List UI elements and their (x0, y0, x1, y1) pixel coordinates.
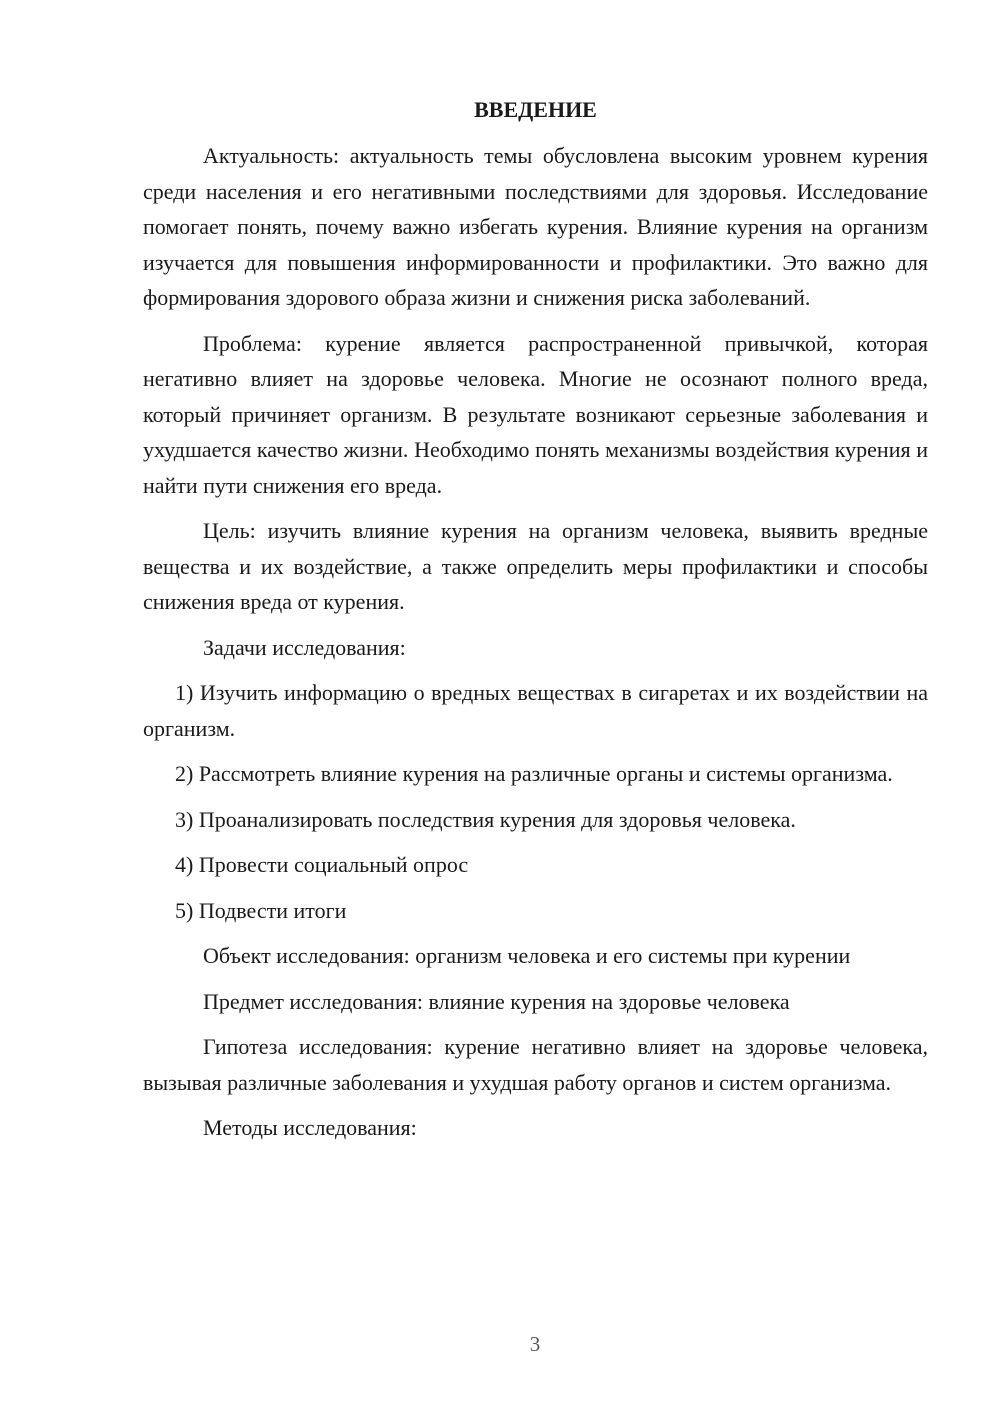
task-item-1: 1) Изучить информацию о вредных веществах в сигаретах и их воздействии на организм. (143, 680, 928, 741)
task-item-5: 5) Подвести итоги (175, 897, 347, 923)
document-page (143, 92, 928, 1156)
section-heading: ВВЕДЕНИЕ (474, 97, 597, 122)
paragraph-problem: Проблема: курение является распространенной привычкой, которая негативно влияет на здоровье человека. Многие не осознают полного вреда, который причиняет организм. В результате возникают серьезные заболевания и ухудшается качество жизни. Необходимо понять механизмы воздействия курения и найти пути снижения его вреда. (143, 330, 928, 498)
paragraph-subject: Предмет исследования: влияние курения на здоровье человека (203, 988, 790, 1014)
tasks-title: Задачи исследования: (203, 634, 406, 660)
paragraph-object: Объект исследования: организм человека и его системы при курении (203, 943, 851, 968)
paragraph-relevance: Актуальность: актуальность темы обусловлена высоким уровнем курения среди населения и его негативными последствиями для здоровья. Исследование помогает понять, почему важно избегать курения. Влияние курения на организм изучается для повышения информированности и профилактики. Это важно для формирования здорового образа жизни и снижения риска заболеваний. (143, 143, 928, 310)
task-item-4: 4) Провести социальный опрос (175, 852, 469, 877)
task-item-2: 2) Рассмотреть влияние курения на различные органы и системы организма. (175, 761, 893, 786)
page-number: 3 (529, 1332, 541, 1356)
methods-title: Методы исследования: (203, 1115, 417, 1140)
task-item-3: 3) Проанализировать последствия курения для здоровья человека. (175, 806, 796, 832)
paragraph-goal: Цель: изучить влияние курения на организм человека, выявить вредные вещества и их воздействие, а также определить меры профилактики и способы снижения вреда от курения. (143, 518, 928, 614)
paragraph-hypothesis: Гипотеза исследования: курение негативно влияет на здоровье человека, вызывая различные заболевания и ухудшая работу органов и систем организма. (143, 1034, 928, 1095)
